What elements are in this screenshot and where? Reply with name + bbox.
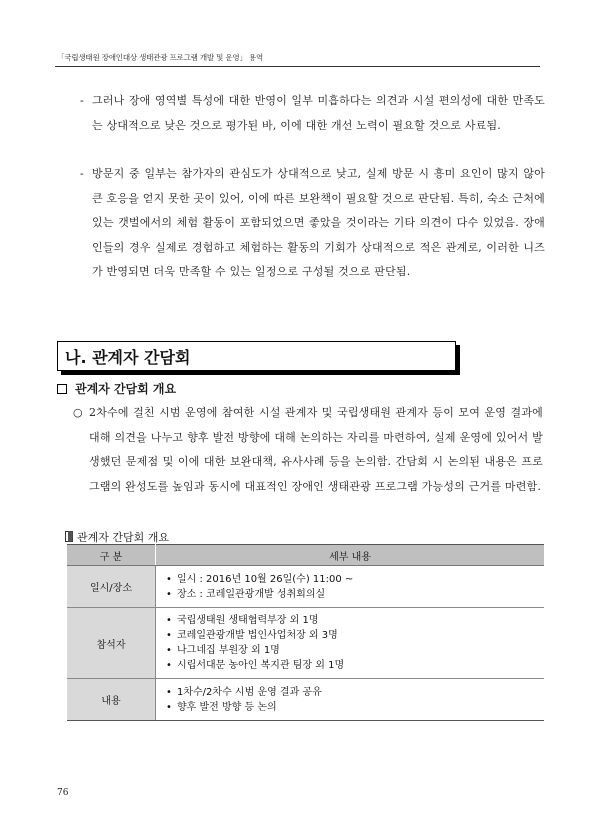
row-label: 일시/장소 bbox=[67, 566, 156, 608]
list-item: • 장소 : 코레일관광개발 성취회의실 bbox=[166, 587, 544, 602]
dash-bullet: - bbox=[80, 167, 84, 180]
row-label: 내용 bbox=[67, 679, 156, 721]
row-details bbox=[156, 566, 545, 608]
header-divider bbox=[55, 66, 540, 67]
meeting-overview-table bbox=[67, 544, 544, 721]
subheading bbox=[57, 380, 176, 397]
row-label: 참석자 bbox=[67, 608, 156, 679]
running-header: 「국립생태원 장애인대상 생태관광 프로그램 개발 및 운영」 용역 bbox=[57, 53, 264, 62]
table-header-row bbox=[67, 545, 544, 566]
caption-marker-icon bbox=[65, 531, 73, 542]
paragraph-dash-2 bbox=[80, 162, 545, 285]
list-item: • 나그네집 부원장 외 1명 bbox=[166, 643, 544, 658]
page-number: 76 bbox=[57, 788, 69, 798]
table-caption-text: 관계자 간담회 개요 bbox=[77, 531, 170, 544]
square-checkbox-icon bbox=[57, 384, 67, 394]
circle-bullet-icon: ○ bbox=[73, 406, 83, 419]
paragraph-dash-1 bbox=[80, 89, 545, 138]
list-item: • 1차수/2차수 시범 운영 결과 공유 bbox=[166, 685, 544, 700]
table-caption bbox=[65, 529, 169, 545]
row-details bbox=[156, 679, 545, 721]
table-header-category: 구 분 bbox=[67, 545, 156, 566]
dash-bullet: - bbox=[80, 94, 84, 107]
list-item: • 향후 발전 방향 등 논의 bbox=[166, 700, 544, 715]
subheading-label: 관계자 간담회 개요 bbox=[75, 382, 177, 396]
table-row bbox=[67, 679, 544, 721]
overview-paragraph bbox=[73, 401, 543, 499]
list-item: • 코레일관광개발 법인사업처장 외 3명 bbox=[166, 628, 544, 643]
section-title: 나. 관계자 간담회 bbox=[65, 348, 191, 367]
row-details bbox=[156, 608, 545, 679]
table-row bbox=[67, 608, 544, 679]
paragraph-text: 방문지 중 일부는 참가자의 관심도가 상대적으로 낮고, 실제 방문 시 흥미 요인이 많지 않아 큰 호응을 얻지 못한 곳이 있어, 이에 따른 보완책이 필요할 것으로 판단됨. 특히, 숙소 근처에 있는 갯벌에서의 체험 활동이 포함되었으면 좋았을 것이라는 기타 의견이 다수 있었음. 장애인들의 경우 실제로 경험하고 체험하는 활동의 기회가 상대적으로 적은 관계로, 이러한 니즈가 반영되면 더욱 만족할 수 있는 일정으로 구성될 것으로 판단됨. bbox=[92, 167, 545, 278]
paragraph-text: 그러나 장애 영역별 특성에 대한 반영이 일부 미흡하다는 의견과 시설 편의성에 대한 만족도는 상대적으로 낮은 것으로 평가된 바, 이에 대한 개선 노력이 필요할 것으로 사료됨. bbox=[92, 94, 545, 132]
section-title-box bbox=[57, 341, 456, 371]
overview-text: 2차수에 걸친 시범 운영에 참여한 시설 관계자 및 국립생태원 관계자 등이 모여 운영 결과에 대해 의견을 나누고 향후 발전 방향에 대해 논의하는 자리를 마련하여, 실제 운영에 있어서 발생했던 문제점 및 이에 대한 보완대책, 유사사례 등을 논의함. 간담회 시 논의된 내용은 프로그램의 완성도를 높임과 동시에 대표적인 장애인 생태관광 프로그램 가능성의 근거를 마련함. bbox=[89, 406, 543, 493]
table-row bbox=[67, 566, 544, 608]
table-header-details: 세부 내용 bbox=[156, 545, 545, 566]
list-item: • 국립생태원 생태협력부장 외 1명 bbox=[166, 613, 544, 628]
list-item: • 시립서대문 농아인 복지관 팀장 외 1명 bbox=[166, 658, 544, 673]
list-item: • 일시 : 2016년 10월 26일(수) 11:00 ~ bbox=[166, 572, 544, 587]
